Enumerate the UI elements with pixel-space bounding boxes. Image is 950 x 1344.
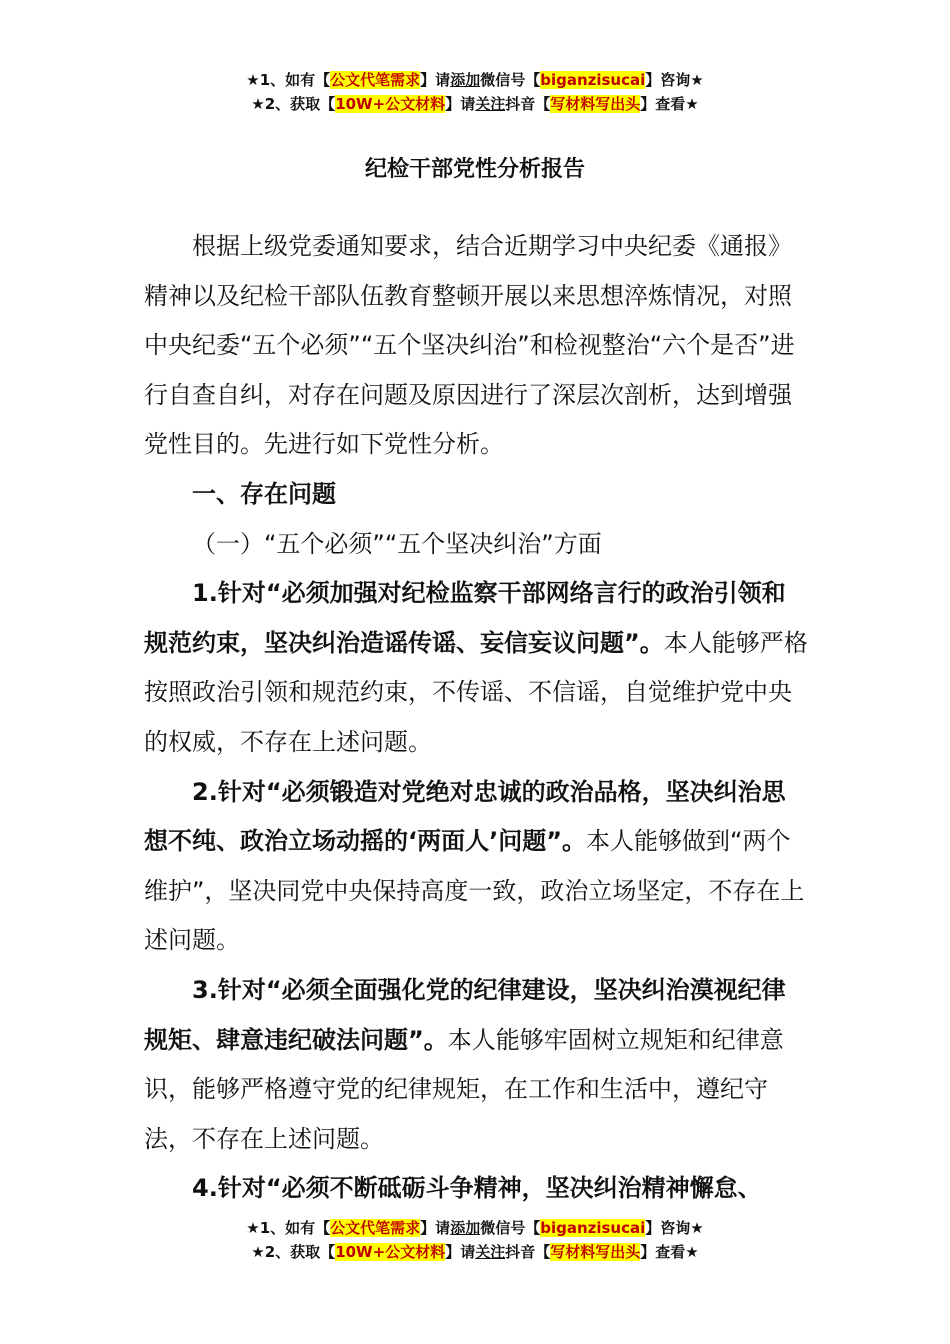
item-paragraph-2 <box>144 768 808 966</box>
item-bold-lead: 4.针对“必须不断砥砺斗争精神，坚决纠治精神懈怠、 <box>192 1174 762 1203</box>
item-bold-lead: 2.针对“必须锻造对党绝对忠诚的政治品格，坚决纠治思想不纯、政治立场动摇的‘两面人’问题”。 <box>144 777 786 856</box>
banner-text: 微信号【 <box>480 71 541 89</box>
banner-text: 】请 <box>420 1219 451 1237</box>
banner-highlight: 写材料写出头 <box>550 1243 641 1261</box>
header-banner <box>0 68 950 116</box>
footer-banner <box>0 1216 950 1264</box>
item-text: 本人能够牢固树立规矩和纪律意识，能够严格遵守党的纪律规矩，在工作和生活中，遵纪守法，不存在上述问题。 <box>144 1025 784 1153</box>
item-paragraph-3 <box>144 966 808 1164</box>
banner-highlight: 写材料写出头 <box>550 95 641 113</box>
banner-text: 】请 <box>420 71 451 89</box>
item-paragraph-4 <box>144 1164 808 1214</box>
banner-line-1 <box>0 68 950 92</box>
banner-underlined-text: 关注 <box>475 95 506 113</box>
section-heading: 一、存在问题 <box>192 479 336 508</box>
subsection-heading: （一）“五个必须”“五个坚决纠治”方面 <box>192 529 602 558</box>
item-bold-lead: 1.针对“必须加强对纪检监察干部网络言行的政治引领和规范约束，坚决纠治造谣传谣、妄信妄议问题”。 <box>144 579 786 657</box>
document-body <box>144 222 808 1214</box>
item-text: 本人能够严格按照政治引领和规范约束，不传谣、不信谣，自觉维护党中央的权威，不存在上述问题。 <box>144 628 808 756</box>
banner-text: 抖音【 <box>505 95 551 113</box>
intro-paragraph: 根据上级党委通知要求，结合近期学习中央纪委《通报》精神以及纪检干部队伍教育整顿开展以来思想淬炼情况，对照中央纪委“五个必须”“五个坚决纠治”和检视整治“六个是否”进行自查自纠，对存在问题及原因进行了深层次剖析，达到增强党性目的。先进行如下党性分析。 <box>144 232 795 459</box>
banner-text: 】查看★ <box>640 95 699 113</box>
banner-text: 微信号【 <box>480 1219 541 1237</box>
item-text: 本人能够做到“两个维护”，坚决同党中央保持高度一致，政治立场坚定，不存在上述问题。 <box>144 827 805 955</box>
banner-highlight: biganzisucai <box>540 71 646 89</box>
banner-text: 抖音【 <box>505 1243 551 1261</box>
item-paragraph-1 <box>144 569 808 767</box>
banner-highlight: 公文代笔需求 <box>330 71 421 89</box>
banner-text: 】咨询★ <box>645 1219 704 1237</box>
banner-underlined-text: 添加 <box>450 71 481 89</box>
banner-underlined-text: 关注 <box>475 1243 506 1261</box>
banner-underlined-text: 添加 <box>450 1219 481 1237</box>
banner-highlight: 公文代笔需求 <box>330 1219 421 1237</box>
banner-text: 】请 <box>445 95 476 113</box>
banner-line-1 <box>0 1216 950 1240</box>
banner-text: ★2、获取【 <box>251 1243 336 1261</box>
banner-highlight: 10W+公文材料 <box>335 95 446 113</box>
item-bold-lead: 3.针对“必须全面强化党的纪律建设，坚决纠治漠视纪律规矩、肆意违纪破法问题”。 <box>144 975 786 1054</box>
banner-text: 】咨询★ <box>645 71 704 89</box>
banner-line-2 <box>0 1240 950 1264</box>
banner-highlight: biganzisucai <box>540 1219 646 1237</box>
banner-text: ★1、如有【 <box>246 71 331 89</box>
banner-text: 】请 <box>445 1243 476 1261</box>
banner-highlight: 10W+公文材料 <box>335 1243 446 1261</box>
banner-text: ★2、获取【 <box>251 95 336 113</box>
banner-text: ★1、如有【 <box>246 1219 331 1237</box>
document-title: 纪检干部党性分析报告 <box>364 157 585 182</box>
banner-text: 】查看★ <box>640 1243 699 1261</box>
banner-line-2 <box>0 92 950 116</box>
